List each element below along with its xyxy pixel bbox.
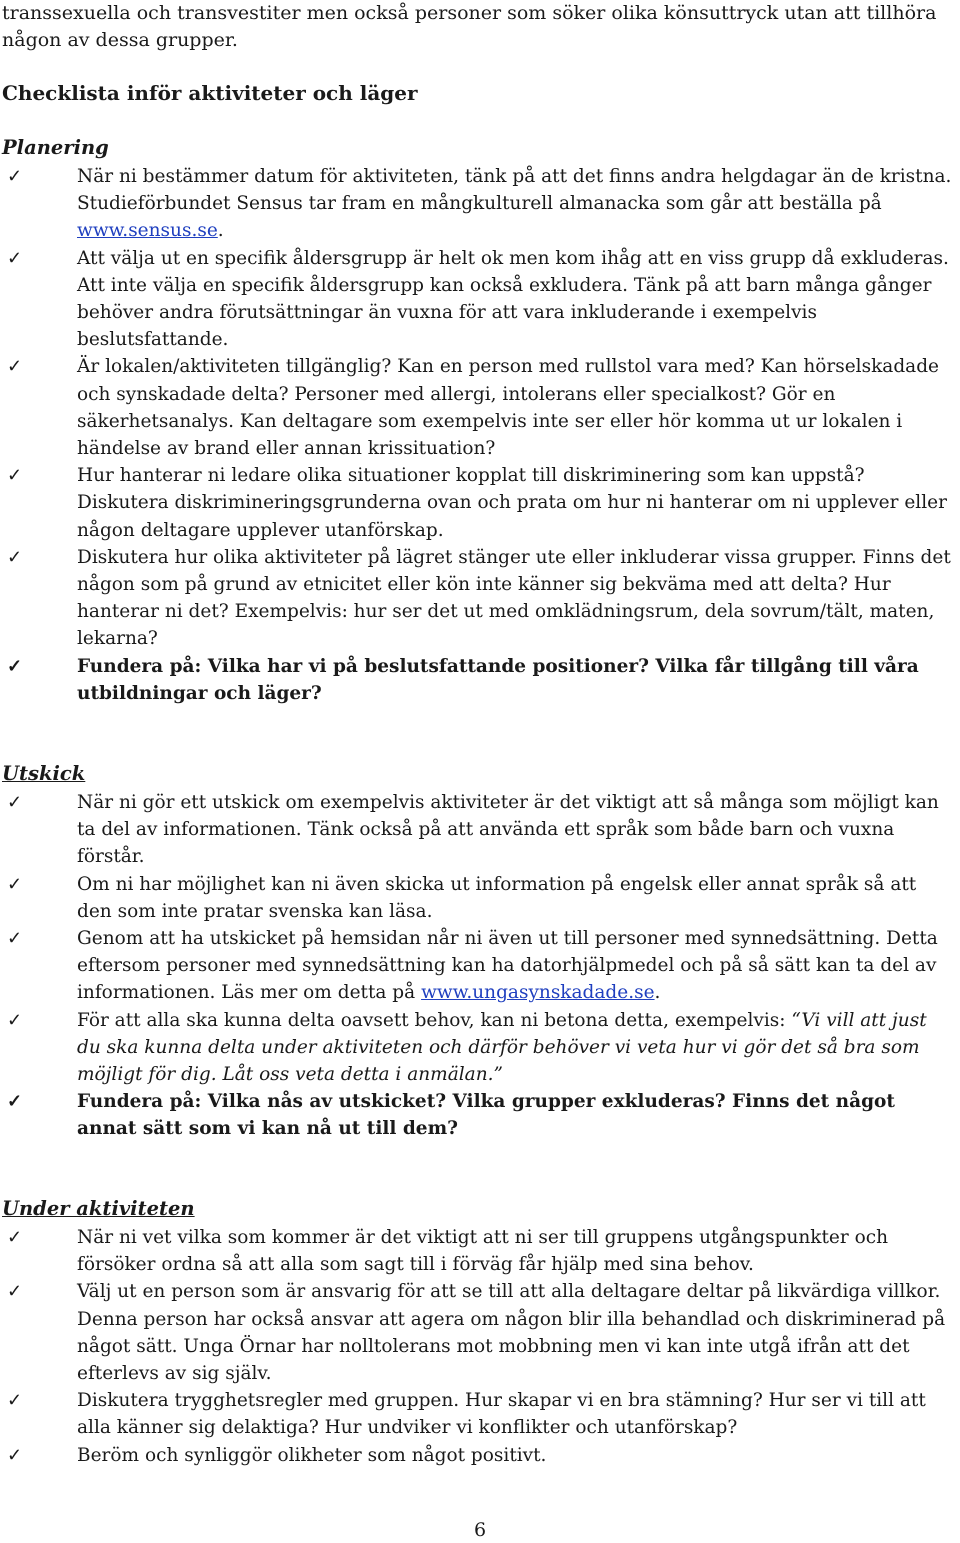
checkmark-icon: ✓ [7,356,23,378]
under-aktiviteten-list [0,1224,955,1469]
checkmark-icon: ✓ [7,655,23,677]
checkmark-icon: ✓ [7,465,23,487]
list-item: ✓ När ni vet vilka som kommer är det viktigt att ni ser till gruppens utgångspunkter och försöker ordna så att alla som sagt till i förväg får hjälp med sina behov. [0,1224,955,1278]
list-item: ✓ Är lokalen/aktiviteten tillgänglig? Kan en person med rullstol vara med? Kan hörselskadade och synskadade delta? Personer med allergi, intolerans eller specialkost? Gör en säkerhetsanalys. Kan deltagare som exempelvis inte ser eller hör komma ut ur lokalen i händelse av brand eller annan krissituation? [0,353,955,462]
list-item: ✓ Att välja ut en specifik åldersgrupp är helt ok men kom ihåg att en viss grupp då exkluderas. Att inte välja en specifik åldersgrupp kan också exkludera. Tänk på att barn många gånger behöver andra förutsättningar än vuxna för att vara inkluderande i exempelvis beslutsfattande. [0,245,955,354]
utskick-list [0,789,955,1143]
list-item: ✓ När ni gör ett utskick om exempelvis aktiviteter är det viktigt att så många som möjligt kan ta del av informationen. Tänk också på att använda ett språk som både barn och vuxna förstår. [0,789,955,871]
list-item: ✓ Hur hanterar ni ledare olika situationer kopplat till diskriminering som kan uppstå? Diskutera diskrimineringsgrunderna ovan och prata om hur ni hanterar om ni upplever eller någon deltagare upplever utanförskap. [0,462,955,544]
list-item: ✓ Om ni har möjlighet kan ni även skicka ut information på engelsk eller annat språk så att den som inte pratar svenska kan läsa. [0,871,955,925]
list-item: ✓ För att alla ska kunna delta oavsett behov, kan ni betona detta, exempelvis: “Vi vill att just du ska kunna delta under aktiviteten och därför behöver vi veta hur vi gör det så bra som möjligt för dig. Låt oss veta detta i anmälan.” [0,1007,955,1089]
checkmark-icon: ✓ [7,1281,23,1303]
checkmark-icon: ✓ [7,247,23,269]
checkmark-icon: ✓ [7,1444,23,1466]
section-title-planering: Planering [2,136,109,159]
checkmark-icon: ✓ [7,1009,23,1031]
intro-paragraph: transsexuella och transvestiter men också personer som söker olika könsuttryck utan att tillhöra någon av dessa grupper. [2,2,937,51]
list-item: ✓ Genom att ha utskicket på hemsidan når ni även ut till personer med synnedsättning. Detta eftersom personer med synnedsättning kan ha datorhjälpmedel och på så sätt kan ta del av informationen. Läs mer om detta på www.ungasynskadade.se. [0,925,955,1007]
checkmark-icon: ✓ [7,1390,23,1412]
list-item: ✓ Fundera på: Vilka nås av utskicket? Vilka grupper exkluderas? Finns det något annat sätt som vi kan nå ut till dem? [0,1088,955,1142]
checkmark-icon: ✓ [7,928,23,950]
section-title-under-aktiviteten: Under aktiviteten [2,1197,195,1220]
list-item: ✓ När ni bestämmer datum för aktiviteten, tänk på att det finns andra helgdagar än de kristna. Studieförbundet Sensus tar fram en mångkulturell almanacka som går att beställa på www.sensus.se. [0,163,955,245]
checklist-heading: Checklista inför aktiviteter och läger [2,81,418,105]
planering-list [0,163,955,707]
sensus-link[interactable]: www.sensus.se [77,220,218,242]
list-item: ✓ Diskutera trygghetsregler med gruppen. Hur skapar vi en bra stämning? Hur ser vi till att alla känner sig delaktiga? Hur undviker vi konflikter och utanförskap? [0,1387,955,1441]
list-item: ✓ Välj ut en person som är ansvarig för att se till att alla deltagare deltar på likvärdiga villkor. Denna person har också ansvar att agera om någon blir illa behandlad och diskriminerad på något sätt. Unga Örnar har nolltolerans mot mobbning men vi kan inte utgå ifrån att det efterlevs av sig själv. [0,1278,955,1387]
list-item: ✓ Diskutera hur olika aktiviteter på lägret stänger ute eller inkluderar vissa grupper. Finns det någon som på grund av etnicitet eller kön inte känner sig bekväma med att delta? Hur hanterar ni det? Exempelvis: hur ser det ut med omklädningsrum, dela sovrum/tält, maten, lekarna? [0,544,955,653]
checkmark-icon: ✓ [7,873,23,895]
list-item: ✓ Beröm och synliggör olikheter som något positivt. [0,1442,955,1469]
checkmark-icon: ✓ [7,166,23,187]
checkmark-icon: ✓ [7,1091,23,1113]
list-item: ✓ Fundera på: Vilka har vi på beslutsfattande positioner? Vilka får tillgång till våra utbildningar och läger? [0,653,955,707]
page-number: 6 [473,1519,487,1541]
section-title-utskick: Utskick [2,762,86,785]
ungasynskadade-link[interactable]: www.ungasynskadade.se [421,982,655,1004]
checkmark-icon: ✓ [7,1227,23,1248]
checkmark-icon: ✓ [7,546,23,568]
checkmark-icon: ✓ [7,792,23,813]
